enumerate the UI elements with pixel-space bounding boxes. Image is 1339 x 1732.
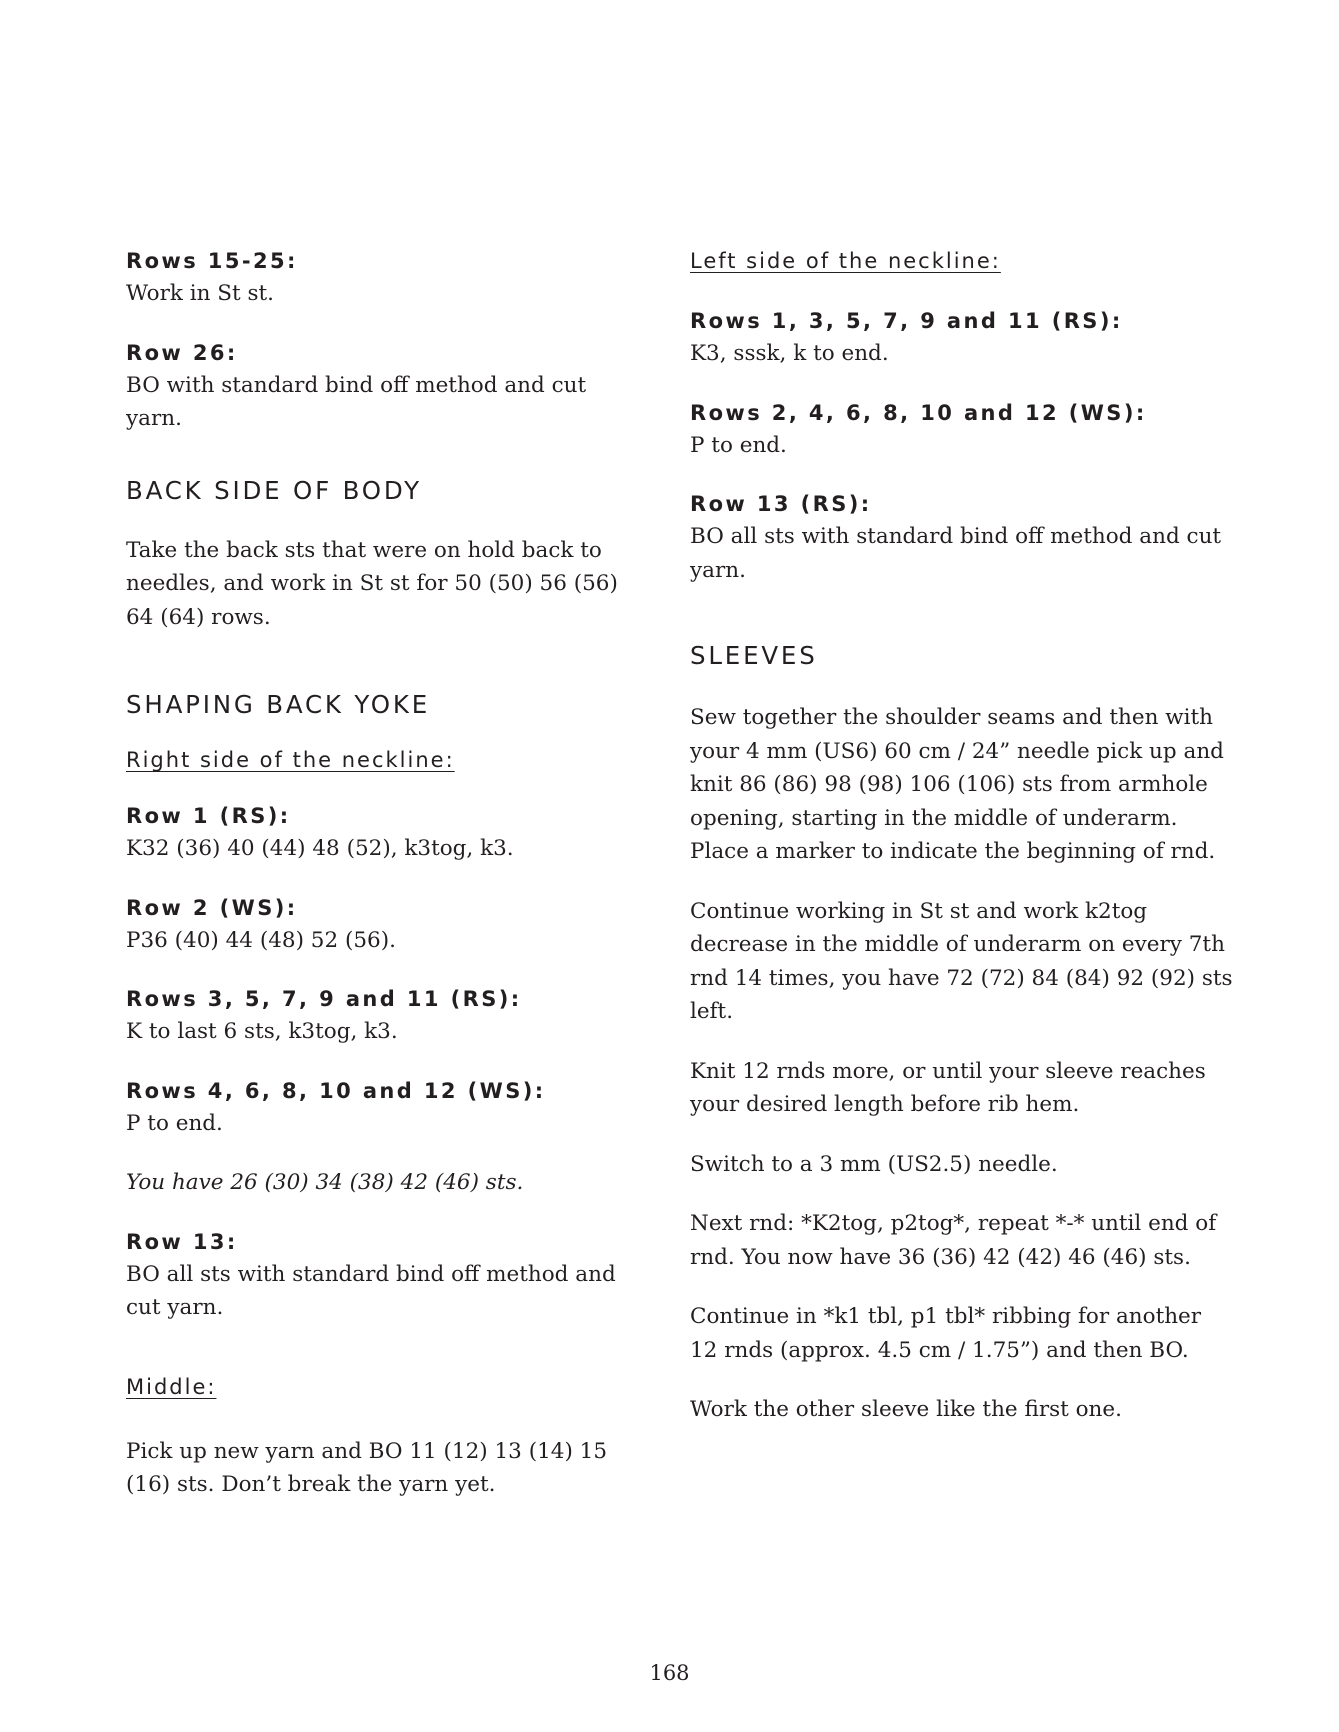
sleeves-paragraph-2: Continue working in St st and work k2tog decrease in the middle of underarm on every 7th rnd 14 times, you have 72 (72) 84 (84) 92 (92) sts left. [690,898,1233,1024]
middle-text: Pick up new yarn and BO 11 (12) 13 (14) 15 (16) sts. Don’t break the yarn yet. [126,1438,608,1497]
row-26-text: BO with standard bind off method and cut yarn. [126,372,587,431]
row-26-block [126,337,646,436]
rows-2-12-label: Rows 2, 4, 6, 8, 10 and 12 (WS): [690,400,1147,425]
rows-3-11-text: K to last 6 sts, k3tog, k3. [126,1019,398,1044]
stitch-count-note: You have 26 (30) 34 (38) 42 (46) sts. [126,1170,524,1195]
sleeves-paragraph-4: Switch to a 3 mm (US2.5) needle. [690,1151,1058,1177]
sleeves-paragraph-1: Sew together the shoulder seams and then with your 4 mm (US6) 60 cm / 24” needle pick up and knit 86 (86) 98 (98) 106 (106) sts from armhole opening, starting in the middle of underarm. Place a marker to indicate the beginning of rnd. [690,705,1224,864]
back-side-heading: BACK SIDE OF BODY [126,475,422,505]
row-13-right-text: BO all sts with standard bind off method and cut yarn. [690,524,1222,583]
row-13-right-block [690,488,1235,587]
back-side-text: Take the back sts that were on hold back to needles, and work in St st for 50 (50) 56 (56) 64 (64) rows. [126,537,618,630]
left-column [126,245,646,1502]
row-13-left-text: BO all sts with standard bind off method and cut yarn. [126,1261,616,1320]
row-2-block [126,892,646,958]
sleeves-paragraph-7: Work the other sleeve like the first one. [690,1397,1122,1422]
row-2-text: P36 (40) 44 (48) 52 (56). [126,927,396,953]
rows-15-25-block [126,245,646,311]
row-1-label: Row 1 (RS): [126,804,291,828]
row-13-left-block [126,1226,646,1325]
row-2-label: Row 2 (WS): [126,895,298,920]
right-side-neckline-label: Right side of the neckline: [126,748,455,772]
row-13-left-label: Row 13: [126,1229,238,1254]
sleeves-paragraph-3: Knit 12 rnds more, or until your sleeve reaches your desired length before rib hem. [690,1058,1206,1117]
rows-1-11-block [690,305,1235,371]
row-26-label: Row 26: [126,340,238,365]
rows-15-25-text: Work in St st. [126,281,274,306]
shaping-back-yoke-heading: SHAPING BACK YOKE [126,690,430,719]
left-side-neckline-label: Left side of the neckline: [690,249,1001,273]
right-column [690,245,1235,1427]
rows-4-12-label: Rows 4, 6, 8, 10 and 12 (WS): [126,1078,546,1103]
sleeves-paragraph-5: Next rnd: *K2tog, p2tog*, repeat *-* until end of rnd. You now have 36 (36) 42 (42) 46 (46) sts. [690,1211,1217,1270]
rows-4-12-block [126,1075,646,1141]
row-13-right-label: Row 13 (RS): [690,492,872,516]
rows-15-25-label: Rows 15-25: [126,249,298,273]
row-1-text: K32 (36) 40 (44) 48 (52), k3tog, k3. [126,836,514,861]
sleeves-paragraph-6: Continue in *k1 tbl, p1 tbl* ribbing for another 12 rnds (approx. 4.5 cm / 1.75”) and then BO. [690,1304,1202,1363]
rows-2-12-text: P to end. [690,432,787,458]
rows-3-11-block [126,983,646,1049]
rows-2-12-block [690,397,1235,463]
row-1-block [126,800,646,866]
rows-1-11-text: K3, sssk, k to end. [690,341,889,366]
middle-label: Middle: [126,1374,217,1399]
sleeves-heading: SLEEVES [690,641,818,670]
page-number: 168 [649,1661,690,1685]
rows-4-12-text: P to end. [126,1110,223,1136]
rows-1-11-label: Rows 1, 3, 5, 7, 9 and 11 (RS): [690,309,1123,333]
rows-3-11-label: Rows 3, 5, 7, 9 and 11 (RS): [126,987,522,1011]
